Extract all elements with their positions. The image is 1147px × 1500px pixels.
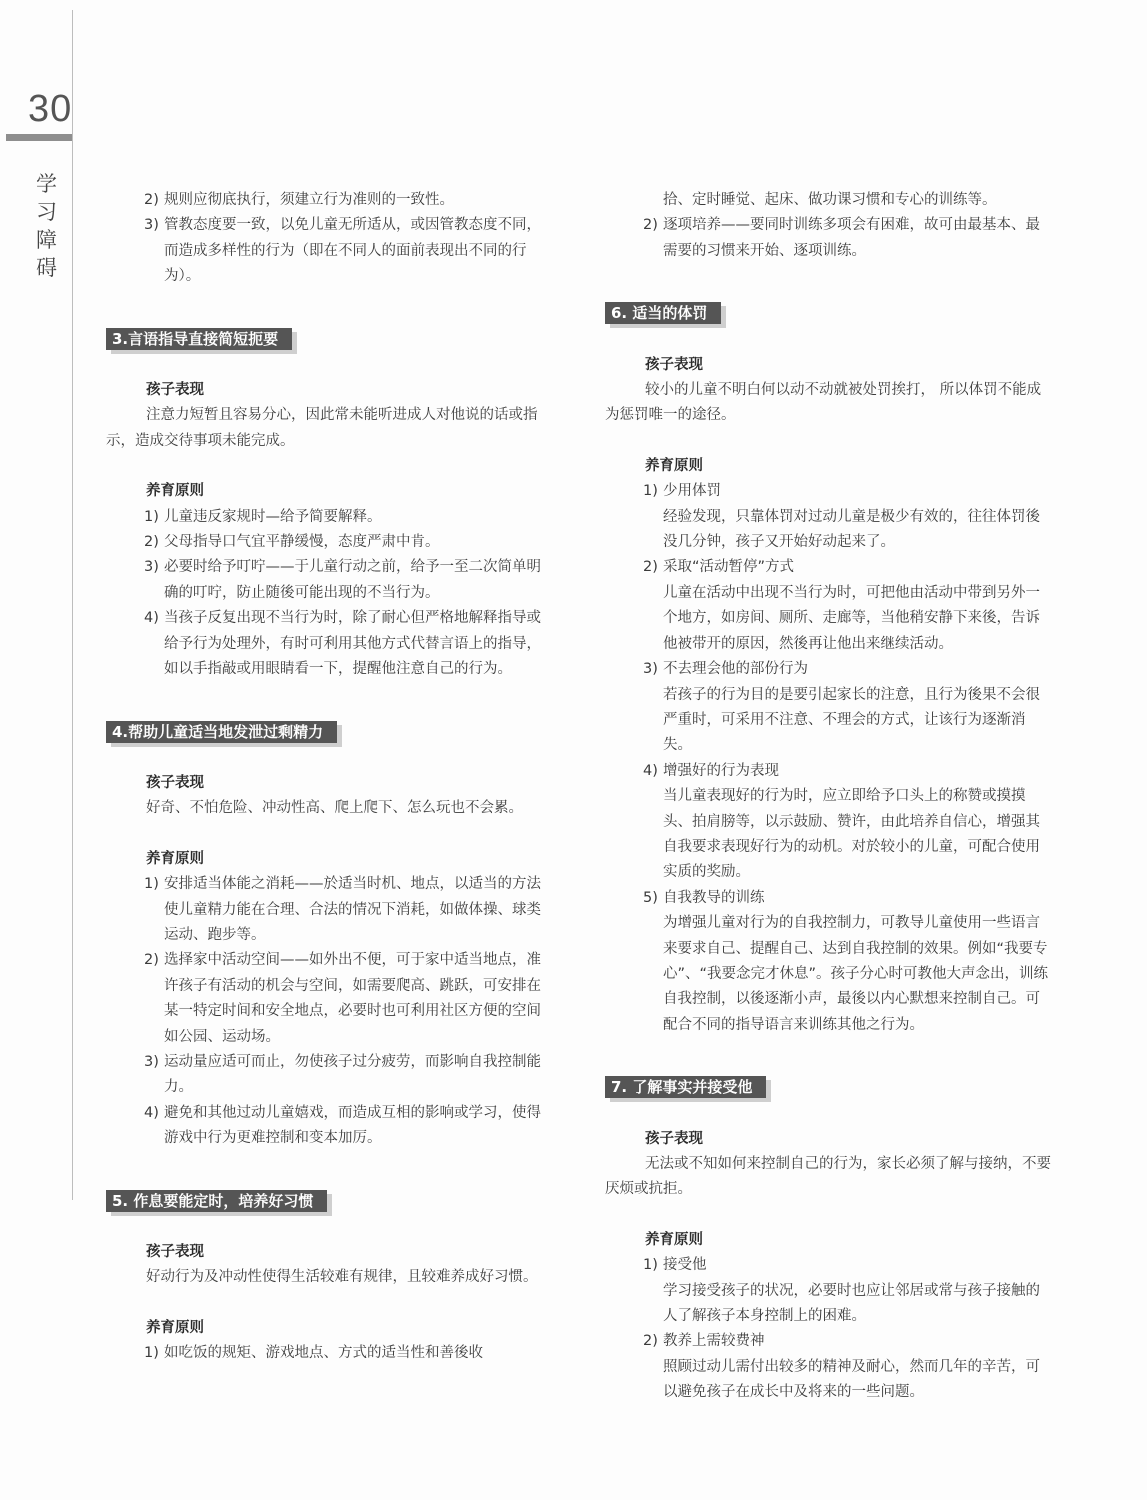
list-item — [605, 1253, 1051, 1278]
item-body: 学习接受孩子的状况，必要时也应让邻居或常与孩子接触的人了解孩子本身控制上的困难。 — [663, 1282, 1040, 1325]
item-body: 儿童在活动中出现不当行为时，可把他由活动中带到另外一个地方，如房间、厕所、走廊等，当他稍安静下来後，告诉他被带开的原因，然後再让他出来继续活动。 — [663, 584, 1040, 652]
section-heading: 6. 适当的体罚 — [605, 302, 721, 324]
page-number-bar — [6, 134, 72, 141]
item-heading: 接受他 — [663, 1257, 707, 1274]
subheading: 孩子表现 — [146, 1244, 204, 1260]
item-body: 为增强儿童对行为的自我控制力，可教导儿童使用一些语言来要求自己、提醒自己、达到自我控制的效果。例如“我要专心”、“我要念完才休息”。孩子分心时可教他大声念出，训练自我控制，以後逐渐小声，最後以内心默想来控制自己。可配合不同的指导语言来训练其他之行为。 — [663, 915, 1049, 1033]
paragraph: 无法或不知如何来控制自己的行为，家长必须了解与接纳，不要厌烦或抗拒。 — [605, 1156, 1051, 1198]
item-number: 4) — [144, 1104, 159, 1121]
margin-rule — [72, 10, 73, 1200]
paragraph: 拾、定时睡觉、起床、做功课习惯和专心的训练等。 — [663, 192, 997, 208]
chapter-char: 障 — [36, 228, 57, 252]
item-number: 2) — [643, 217, 658, 234]
item-text: 当孩子反复出现不当行为时，除了耐心但严格地解释指导或给予行为处理外，有时可利用其他方式代替言语上的指导，如以手指敲或用眼睛看一下，提醒他注意自己的行为。 — [164, 610, 541, 678]
item-number: 4) — [643, 762, 658, 779]
item-number: 2) — [643, 1333, 658, 1350]
item-body: 照顾过动儿需付出较多的精神及耐心，然而几年的辛苦，可以避免孩子在成长中及将来的一些问题。 — [663, 1358, 1040, 1401]
list-item — [605, 886, 1051, 911]
item-body: 当儿童表现好的行为时，应立即给予口头上的称赞或摸摸头、拍肩膀等，以示鼓励、赞许，由此培养自信心，增强其自我要求表现好行为的动机。对於较小的儿童，可配合使用实质的奖励。 — [663, 788, 1040, 881]
item-number: 3) — [144, 559, 159, 576]
item-heading: 增强好的行为表现 — [663, 762, 779, 779]
list-item — [106, 530, 552, 555]
chapter-title — [36, 170, 60, 282]
item-heading: 采取“活动暂停”方式 — [663, 559, 795, 576]
item-text: 选择家中活动空间——如外出不便，可于家中适当地点，准许孩子有活动的机会与空间，如需要爬高、跳跃，可安排在某一特定时间和安全地点，必要时也可利用社区方便的空间如公园、运动场。 — [164, 952, 541, 1045]
item-heading: 不去理会他的部份行为 — [663, 661, 808, 678]
paragraph: 好奇、不怕危险、冲动性高、爬上爬下、怎么玩也不会累。 — [146, 800, 523, 817]
item-text: 逐项培养——要同时训练多项会有困难，故可由最基本、最需要的习惯来开始、逐项训练。 — [663, 217, 1040, 259]
list-item — [106, 948, 552, 1050]
item-heading: 少用体罚 — [663, 483, 721, 500]
subheading: 养育原则 — [146, 850, 204, 867]
item-text: 规则应彻底执行，须建立行为准则的一致性。 — [164, 192, 454, 208]
item-text: 避免和其他过动儿童嬉戏，而造成互相的影响或学习，使得游戏中行为更难控制和变本加厉。 — [164, 1104, 541, 1147]
list-item — [106, 188, 552, 213]
subheading: 孩子表现 — [146, 774, 204, 791]
page-number: 30 — [28, 88, 73, 130]
list-item — [106, 606, 552, 682]
item-text: 管教态度要一致，以免儿童无所适从，或因管教态度不同，而造成多样性的行为（即在不同人的面前表现出不同的行为）。 — [164, 217, 541, 285]
item-number: 3) — [144, 1053, 159, 1070]
item-number: 3) — [643, 661, 658, 678]
item-number: 5) — [643, 889, 658, 906]
list-item — [605, 555, 1051, 580]
section-heading: 7. 了解事实并接受他 — [605, 1076, 766, 1098]
list-item — [605, 759, 1051, 784]
section-heading: 4.帮助儿童适当地发泄过剩精力 — [106, 721, 337, 743]
item-number: 1) — [643, 1257, 658, 1274]
list-item — [106, 505, 552, 530]
item-text: 父母指导口气宜平静缓慢，态度严肃中肯。 — [164, 534, 440, 551]
item-number: 1) — [144, 876, 159, 893]
chapter-char: 碍 — [36, 256, 57, 280]
paragraph: 好动行为及冲动性使得生活较难有规律，且较难养成好习惯。 — [146, 1269, 538, 1286]
list-item — [605, 1329, 1051, 1354]
item-number: 1) — [144, 508, 159, 525]
item-body: 经验发现，只靠体罚对过动儿童是极少有效的，往往体罚後没几分钟，孩子又开始好动起来了。 — [663, 508, 1040, 551]
item-text: 必要时给予叮咛——于儿童行动之前，给予一至二次简单明确的叮咛，防止随後可能出现的不当行为。 — [164, 559, 541, 601]
item-number: 2) — [144, 952, 159, 969]
subheading: 养育原则 — [645, 457, 703, 474]
item-text: 儿童违反家规时—给予简要解释。 — [164, 508, 382, 525]
subheading: 孩子表现 — [146, 382, 204, 399]
item-text: 如吃饭的规矩、游戏地点、方式的适当性和善後收 — [164, 1345, 483, 1362]
item-number: 2) — [144, 534, 159, 551]
paragraph: 较小的儿童不明白何以动不动就被处罚挨打， 所以体罚不能成为惩罚唯一的途径。 — [605, 382, 1042, 424]
item-body: 若孩子的行为目的是要引起家长的注意，且行为後果不会很严重时，可采用不注意、不理会的方式，让该行为逐渐消失。 — [663, 686, 1040, 754]
item-text: 运动量应适可而止，勿使孩子过分疲劳，而影响自我控制能力。 — [164, 1053, 541, 1096]
chapter-char: 学 — [36, 172, 57, 196]
section-heading: 5. 作息要能定时，培养好习惯 — [106, 1190, 327, 1212]
item-number: 1) — [144, 1345, 159, 1362]
item-number: 4) — [144, 610, 159, 627]
list-item — [106, 555, 552, 606]
list-item — [605, 213, 1051, 264]
list-item — [106, 1050, 552, 1101]
section-heading: 3.言语指导直接简短扼要 — [106, 328, 292, 350]
item-number: 3) — [144, 217, 159, 234]
subheading: 孩子表现 — [645, 1130, 703, 1147]
list-item — [106, 1341, 552, 1366]
subheading: 养育原则 — [146, 483, 204, 500]
list-item — [106, 872, 552, 948]
subheading: 养育原则 — [645, 1231, 703, 1248]
left-column — [106, 188, 552, 1367]
list-item — [106, 213, 552, 289]
item-number: 2) — [643, 559, 658, 576]
item-heading: 教养上需较费神 — [663, 1333, 765, 1350]
paragraph: 注意力短暂且容易分心，因此常未能听进成人对他说的话或指示，造成交待事项未能完成。 — [106, 407, 538, 449]
item-number: 1) — [643, 483, 658, 500]
chapter-char: 习 — [36, 200, 57, 224]
subheading: 孩子表现 — [645, 356, 703, 373]
item-number: 2) — [144, 192, 159, 208]
item-heading: 自我教导的训练 — [663, 889, 765, 906]
list-item — [605, 657, 1051, 682]
list-item — [605, 479, 1051, 504]
list-item — [106, 1101, 552, 1152]
item-text: 安排适当体能之消耗——於适当时机、地点，以适当的方法使儿童精力能在合理、合法的情况下消耗，如做体操、球类运动、跑步等。 — [164, 876, 541, 943]
subheading: 养育原则 — [146, 1319, 204, 1336]
right-column — [605, 188, 1051, 1406]
